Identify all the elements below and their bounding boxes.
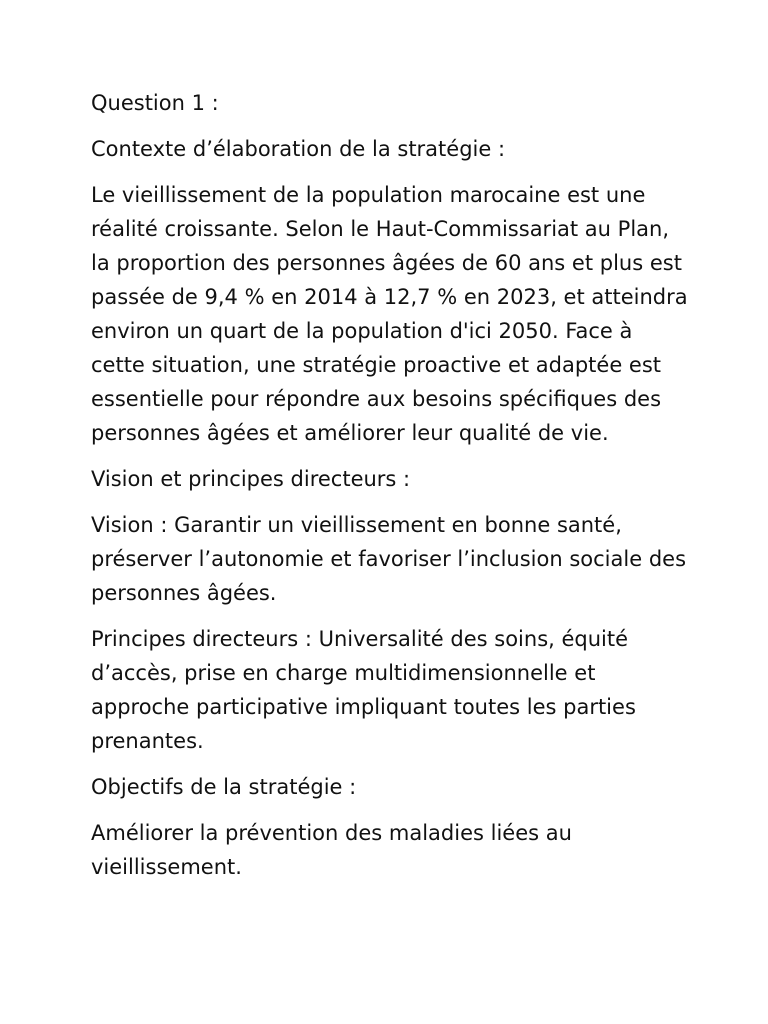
context-heading: Contexte d’élaboration de la stratégie : <box>91 137 506 161</box>
context-paragraph: Le vieillissement de la population marocaine est une réalité croissante. Selon le Haut-Commissariat au Plan, la proportion des personnes âgées de 60 ans et plus est passée de 9,4 % en 2014 à 12,7 % en 2023, et atteindra environ un quart de la population d'ici 2050. Face à cette situation, une stratégie proactive et adaptée est essentielle pour répondre aux besoins spécifiques des personnes âgées et améliorer leur qualité de vie. <box>91 183 688 445</box>
principles-paragraph: Principes directeurs : Universalité des soins, équité d’accès, prise en charge multidimensionnelle et approche participative impliquant toutes les parties prenantes. <box>91 627 636 753</box>
vision-paragraph: Vision : Garantir un vieillissement en bonne santé, préserver l’autonomie et favoriser l’inclusion sociale des personnes âgées. <box>91 513 687 605</box>
objective-paragraph: Améliorer la prévention des maladies liées au vieillissement. <box>91 821 572 879</box>
question-heading: Question 1 : <box>91 91 219 115</box>
vision-principles-heading: Vision et principes directeurs : <box>91 467 411 491</box>
document-body <box>91 86 691 896</box>
objectives-heading: Objectifs de la stratégie : <box>91 775 357 799</box>
